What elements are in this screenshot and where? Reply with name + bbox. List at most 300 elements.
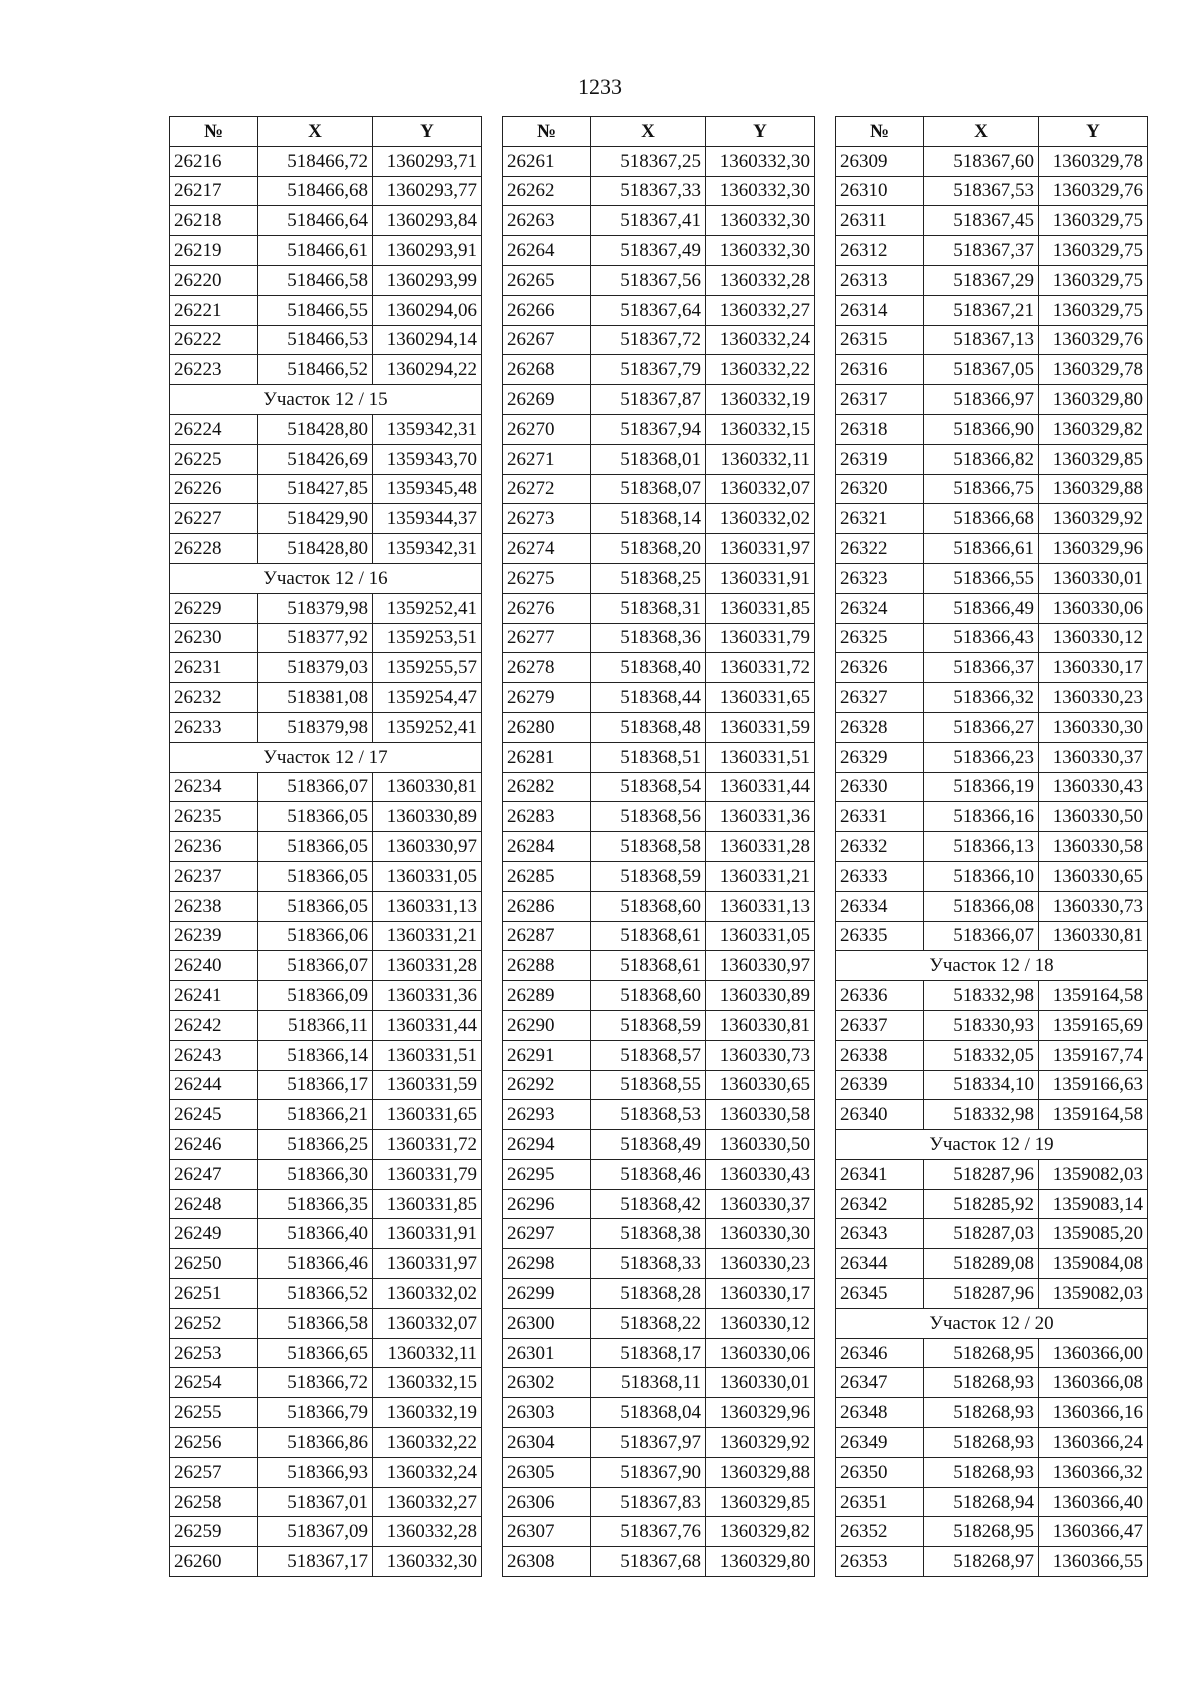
- y-coordinate-cell: 1360331,51: [706, 742, 815, 772]
- table-row: [503, 236, 815, 266]
- header-x: X: [591, 117, 706, 147]
- x-coordinate-cell: 518366,27: [924, 712, 1039, 742]
- point-number-cell: 26287: [503, 921, 591, 951]
- table-row: [503, 1070, 815, 1100]
- x-coordinate-cell: 518367,64: [591, 295, 706, 325]
- point-number-cell: 26218: [170, 206, 258, 236]
- y-coordinate-cell: 1360330,97: [706, 951, 815, 981]
- table-row: [836, 1159, 1148, 1189]
- table-row: [170, 1547, 482, 1577]
- x-coordinate-cell: 518367,09: [258, 1517, 373, 1547]
- y-coordinate-cell: 1360329,88: [1039, 474, 1148, 504]
- x-coordinate-cell: 518381,08: [258, 683, 373, 713]
- table-row: [170, 1279, 482, 1309]
- y-coordinate-cell: 1360330,58: [706, 1100, 815, 1130]
- table-row: [836, 1547, 1148, 1577]
- point-number-cell: 26235: [170, 802, 258, 832]
- x-coordinate-cell: 518287,96: [924, 1159, 1039, 1189]
- y-coordinate-cell: 1360330,43: [1039, 772, 1148, 802]
- x-coordinate-cell: 518368,60: [591, 891, 706, 921]
- table-row: [836, 653, 1148, 683]
- y-coordinate-cell: 1360330,81: [1039, 921, 1148, 951]
- point-number-cell: 26351: [836, 1487, 924, 1517]
- x-coordinate-cell: 518366,35: [258, 1189, 373, 1219]
- x-coordinate-cell: 518367,45: [924, 206, 1039, 236]
- header-number: №: [170, 117, 258, 147]
- x-coordinate-cell: 518367,87: [591, 385, 706, 415]
- x-coordinate-cell: 518427,85: [258, 474, 373, 504]
- point-number-cell: 26343: [836, 1219, 924, 1249]
- point-number-cell: 26348: [836, 1398, 924, 1428]
- y-coordinate-cell: 1360332,07: [373, 1308, 482, 1338]
- point-number-cell: 26320: [836, 474, 924, 504]
- y-coordinate-cell: 1360330,89: [706, 981, 815, 1011]
- point-number-cell: 26294: [503, 1130, 591, 1160]
- table-row: [170, 1010, 482, 1040]
- y-coordinate-cell: 1360329,75: [1039, 265, 1148, 295]
- y-coordinate-cell: 1360330,65: [706, 1070, 815, 1100]
- y-coordinate-cell: 1359345,48: [373, 474, 482, 504]
- point-number-cell: 26345: [836, 1279, 924, 1309]
- y-coordinate-cell: 1360330,50: [706, 1130, 815, 1160]
- y-coordinate-cell: 1360366,55: [1039, 1547, 1148, 1577]
- point-number-cell: 26310: [836, 176, 924, 206]
- table-row: [170, 1428, 482, 1458]
- table-row: [170, 772, 482, 802]
- y-coordinate-cell: 1360329,78: [1039, 355, 1148, 385]
- y-coordinate-cell: 1359252,41: [373, 593, 482, 623]
- x-coordinate-cell: 518332,05: [924, 1040, 1039, 1070]
- x-coordinate-cell: 518268,93: [924, 1457, 1039, 1487]
- point-number-cell: 26253: [170, 1338, 258, 1368]
- header-x: X: [258, 117, 373, 147]
- x-coordinate-cell: 518366,90: [924, 414, 1039, 444]
- x-coordinate-cell: 518367,41: [591, 206, 706, 236]
- y-coordinate-cell: 1360331,59: [706, 712, 815, 742]
- point-number-cell: 26308: [503, 1547, 591, 1577]
- x-coordinate-cell: 518285,92: [924, 1189, 1039, 1219]
- y-coordinate-cell: 1359254,47: [373, 683, 482, 713]
- y-coordinate-cell: 1360329,76: [1039, 176, 1148, 206]
- point-number-cell: 26281: [503, 742, 591, 772]
- y-coordinate-cell: 1360330,37: [706, 1189, 815, 1219]
- point-number-cell: 26325: [836, 623, 924, 653]
- section-row: [836, 1130, 1148, 1160]
- x-coordinate-cell: 518367,76: [591, 1517, 706, 1547]
- y-coordinate-cell: 1360332,11: [706, 444, 815, 474]
- header-y: Y: [1039, 117, 1148, 147]
- x-coordinate-cell: 518379,03: [258, 653, 373, 683]
- x-coordinate-cell: 518366,07: [258, 951, 373, 981]
- y-coordinate-cell: 1360332,07: [706, 474, 815, 504]
- point-number-cell: 26269: [503, 385, 591, 415]
- y-coordinate-cell: 1360331,65: [706, 683, 815, 713]
- x-coordinate-cell: 518366,09: [258, 981, 373, 1011]
- y-coordinate-cell: 1359082,03: [1039, 1159, 1148, 1189]
- y-coordinate-cell: 1360331,05: [706, 921, 815, 951]
- point-number-cell: 26219: [170, 236, 258, 266]
- point-number-cell: 26258: [170, 1487, 258, 1517]
- point-number-cell: 26270: [503, 414, 591, 444]
- x-coordinate-cell: 518429,90: [258, 504, 373, 534]
- x-coordinate-cell: 518366,61: [924, 534, 1039, 564]
- y-coordinate-cell: 1360293,77: [373, 176, 482, 206]
- x-coordinate-cell: 518367,56: [591, 265, 706, 295]
- table-row: [170, 444, 482, 474]
- y-coordinate-cell: 1360330,17: [706, 1279, 815, 1309]
- x-coordinate-cell: 518268,93: [924, 1368, 1039, 1398]
- table-row: [503, 981, 815, 1011]
- y-coordinate-cell: 1359342,31: [373, 414, 482, 444]
- x-coordinate-cell: 518368,46: [591, 1159, 706, 1189]
- point-number-cell: 26292: [503, 1070, 591, 1100]
- table-row: [503, 1159, 815, 1189]
- x-coordinate-cell: 518466,53: [258, 325, 373, 355]
- point-number-cell: 26234: [170, 772, 258, 802]
- x-coordinate-cell: 518367,01: [258, 1487, 373, 1517]
- table-row: [503, 563, 815, 593]
- point-number-cell: 26278: [503, 653, 591, 683]
- x-coordinate-cell: 518368,61: [591, 921, 706, 951]
- x-coordinate-cell: 518368,57: [591, 1040, 706, 1070]
- table-row: [836, 1100, 1148, 1130]
- page-number: 1233: [578, 74, 622, 99]
- y-coordinate-cell: 1360331,13: [373, 891, 482, 921]
- y-coordinate-cell: 1359164,58: [1039, 1100, 1148, 1130]
- y-coordinate-cell: 1360331,21: [373, 921, 482, 951]
- y-coordinate-cell: 1360330,73: [1039, 891, 1148, 921]
- y-coordinate-cell: 1360330,23: [1039, 683, 1148, 713]
- y-coordinate-cell: 1360330,01: [1039, 563, 1148, 593]
- y-coordinate-cell: 1360332,27: [373, 1487, 482, 1517]
- y-coordinate-cell: 1359082,03: [1039, 1279, 1148, 1309]
- y-coordinate-cell: 1360331,79: [706, 623, 815, 653]
- section-title: Участок 12 / 16: [170, 563, 482, 593]
- coordinates-table-3: [835, 116, 1148, 1577]
- table-row: [503, 802, 815, 832]
- table-row: [170, 1130, 482, 1160]
- point-number-cell: 26280: [503, 712, 591, 742]
- table-row: [503, 593, 815, 623]
- point-number-cell: 26236: [170, 832, 258, 862]
- point-number-cell: 26238: [170, 891, 258, 921]
- table-row: [836, 683, 1148, 713]
- table-row: [836, 1398, 1148, 1428]
- point-number-cell: 26306: [503, 1487, 591, 1517]
- table-row: [170, 1398, 482, 1428]
- coordinates-table-1: [169, 116, 482, 1577]
- y-coordinate-cell: 1360329,76: [1039, 325, 1148, 355]
- point-number-cell: 26279: [503, 683, 591, 713]
- table-row: [170, 176, 482, 206]
- x-coordinate-cell: 518289,08: [924, 1249, 1039, 1279]
- table-row: [503, 1308, 815, 1338]
- y-coordinate-cell: 1360331,05: [373, 861, 482, 891]
- point-number-cell: 26305: [503, 1457, 591, 1487]
- point-number-cell: 26332: [836, 832, 924, 862]
- point-number-cell: 26338: [836, 1040, 924, 1070]
- y-coordinate-cell: 1360331,36: [373, 981, 482, 1011]
- y-coordinate-cell: 1360293,71: [373, 146, 482, 176]
- y-coordinate-cell: 1360294,06: [373, 295, 482, 325]
- table-row: [836, 236, 1148, 266]
- point-number-cell: 26217: [170, 176, 258, 206]
- table-row: [836, 772, 1148, 802]
- table-row: [836, 981, 1148, 1011]
- x-coordinate-cell: 518367,37: [924, 236, 1039, 266]
- table-row: [836, 355, 1148, 385]
- x-coordinate-cell: 518366,16: [924, 802, 1039, 832]
- y-coordinate-cell: 1360331,65: [373, 1100, 482, 1130]
- table-row: [170, 504, 482, 534]
- point-number-cell: 26285: [503, 861, 591, 891]
- point-number-cell: 26275: [503, 563, 591, 593]
- x-coordinate-cell: 518330,93: [924, 1010, 1039, 1040]
- table-row: [170, 802, 482, 832]
- point-number-cell: 26221: [170, 295, 258, 325]
- y-coordinate-cell: 1359342,31: [373, 534, 482, 564]
- y-coordinate-cell: 1360332,28: [706, 265, 815, 295]
- point-number-cell: 26266: [503, 295, 591, 325]
- x-coordinate-cell: 518367,94: [591, 414, 706, 444]
- point-number-cell: 26291: [503, 1040, 591, 1070]
- table-row: [170, 653, 482, 683]
- point-number-cell: 26254: [170, 1368, 258, 1398]
- table-row: [503, 683, 815, 713]
- table-row: [836, 1010, 1148, 1040]
- y-coordinate-cell: 1360366,40: [1039, 1487, 1148, 1517]
- table-row: [836, 1040, 1148, 1070]
- x-coordinate-cell: 518366,72: [258, 1368, 373, 1398]
- table-row: [170, 414, 482, 444]
- x-coordinate-cell: 518367,60: [924, 146, 1039, 176]
- table-row: [170, 325, 482, 355]
- point-number-cell: 26259: [170, 1517, 258, 1547]
- point-number-cell: 26230: [170, 623, 258, 653]
- y-coordinate-cell: 1360332,30: [706, 236, 815, 266]
- point-number-cell: 26347: [836, 1368, 924, 1398]
- x-coordinate-cell: 518268,95: [924, 1517, 1039, 1547]
- table-row: [836, 1338, 1148, 1368]
- y-coordinate-cell: 1360332,24: [373, 1457, 482, 1487]
- x-coordinate-cell: 518368,20: [591, 534, 706, 564]
- table-row: [503, 1130, 815, 1160]
- x-coordinate-cell: 518368,61: [591, 951, 706, 981]
- x-coordinate-cell: 518368,59: [591, 861, 706, 891]
- point-number-cell: 26296: [503, 1189, 591, 1219]
- y-coordinate-cell: 1359344,37: [373, 504, 482, 534]
- point-number-cell: 26249: [170, 1219, 258, 1249]
- table-row: [836, 1249, 1148, 1279]
- point-number-cell: 26341: [836, 1159, 924, 1189]
- table-row: [836, 206, 1148, 236]
- x-coordinate-cell: 518366,07: [924, 921, 1039, 951]
- y-coordinate-cell: 1360331,72: [373, 1130, 482, 1160]
- x-coordinate-cell: 518366,43: [924, 623, 1039, 653]
- y-coordinate-cell: 1359166,63: [1039, 1070, 1148, 1100]
- point-number-cell: 26324: [836, 593, 924, 623]
- point-number-cell: 26255: [170, 1398, 258, 1428]
- x-coordinate-cell: 518466,58: [258, 265, 373, 295]
- y-coordinate-cell: 1360366,08: [1039, 1368, 1148, 1398]
- point-number-cell: 26267: [503, 325, 591, 355]
- point-number-cell: 26241: [170, 981, 258, 1011]
- table-row: [503, 951, 815, 981]
- point-number-cell: 26299: [503, 1279, 591, 1309]
- point-number-cell: 26223: [170, 355, 258, 385]
- table-row: [170, 951, 482, 981]
- table-row: [836, 295, 1148, 325]
- y-coordinate-cell: 1360331,72: [706, 653, 815, 683]
- x-coordinate-cell: 518368,53: [591, 1100, 706, 1130]
- point-number-cell: 26245: [170, 1100, 258, 1130]
- table-row: [836, 563, 1148, 593]
- point-number-cell: 26349: [836, 1428, 924, 1458]
- point-number-cell: 26224: [170, 414, 258, 444]
- point-number-cell: 26274: [503, 534, 591, 564]
- point-number-cell: 26317: [836, 385, 924, 415]
- x-coordinate-cell: 518366,75: [924, 474, 1039, 504]
- coordinates-table-2: [502, 116, 815, 1577]
- x-coordinate-cell: 518368,60: [591, 981, 706, 1011]
- x-coordinate-cell: 518428,80: [258, 534, 373, 564]
- table-row: [503, 355, 815, 385]
- x-coordinate-cell: 518287,03: [924, 1219, 1039, 1249]
- y-coordinate-cell: 1360331,59: [373, 1070, 482, 1100]
- section-row: [170, 563, 482, 593]
- y-coordinate-cell: 1360332,27: [706, 295, 815, 325]
- x-coordinate-cell: 518368,28: [591, 1279, 706, 1309]
- point-number-cell: 26286: [503, 891, 591, 921]
- y-coordinate-cell: 1360332,30: [706, 206, 815, 236]
- x-coordinate-cell: 518368,44: [591, 683, 706, 713]
- point-number-cell: 26284: [503, 832, 591, 862]
- y-coordinate-cell: 1360329,85: [706, 1487, 815, 1517]
- x-coordinate-cell: 518367,05: [924, 355, 1039, 385]
- table-row: [503, 712, 815, 742]
- x-coordinate-cell: 518368,07: [591, 474, 706, 504]
- x-coordinate-cell: 518366,46: [258, 1249, 373, 1279]
- table-row: [170, 1159, 482, 1189]
- table-row: [503, 1040, 815, 1070]
- point-number-cell: 26321: [836, 504, 924, 534]
- y-coordinate-cell: 1360293,84: [373, 206, 482, 236]
- point-number-cell: 26256: [170, 1428, 258, 1458]
- x-coordinate-cell: 518368,22: [591, 1308, 706, 1338]
- point-number-cell: 26246: [170, 1130, 258, 1160]
- y-coordinate-cell: 1360330,12: [1039, 623, 1148, 653]
- x-coordinate-cell: 518366,49: [924, 593, 1039, 623]
- point-number-cell: 26319: [836, 444, 924, 474]
- y-coordinate-cell: 1360329,88: [706, 1457, 815, 1487]
- y-coordinate-cell: 1360329,82: [706, 1517, 815, 1547]
- point-number-cell: 26331: [836, 802, 924, 832]
- point-number-cell: 26247: [170, 1159, 258, 1189]
- x-coordinate-cell: 518366,11: [258, 1010, 373, 1040]
- table-row: [503, 444, 815, 474]
- y-coordinate-cell: 1360329,96: [1039, 534, 1148, 564]
- section-title: Участок 12 / 18: [836, 951, 1148, 981]
- section-row: [170, 742, 482, 772]
- y-coordinate-cell: 1360329,92: [706, 1428, 815, 1458]
- table-row: [170, 1189, 482, 1219]
- table-row: [503, 474, 815, 504]
- y-coordinate-cell: 1360331,97: [706, 534, 815, 564]
- point-number-cell: 26323: [836, 563, 924, 593]
- x-coordinate-cell: 518366,19: [924, 772, 1039, 802]
- point-number-cell: 26352: [836, 1517, 924, 1547]
- point-number-cell: 26251: [170, 1279, 258, 1309]
- x-coordinate-cell: 518368,01: [591, 444, 706, 474]
- point-number-cell: 26261: [503, 146, 591, 176]
- table-row: [836, 504, 1148, 534]
- point-number-cell: 26237: [170, 861, 258, 891]
- point-number-cell: 26311: [836, 206, 924, 236]
- y-coordinate-cell: 1360332,30: [706, 146, 815, 176]
- header-number: №: [836, 117, 924, 147]
- y-coordinate-cell: 1360331,85: [706, 593, 815, 623]
- point-number-cell: 26353: [836, 1547, 924, 1577]
- y-coordinate-cell: 1360329,85: [1039, 444, 1148, 474]
- table-row: [836, 1517, 1148, 1547]
- table-row: [170, 832, 482, 862]
- y-coordinate-cell: 1360294,14: [373, 325, 482, 355]
- table-row: [170, 1070, 482, 1100]
- y-coordinate-cell: 1360366,47: [1039, 1517, 1148, 1547]
- y-coordinate-cell: 1360330,37: [1039, 742, 1148, 772]
- x-coordinate-cell: 518366,32: [924, 683, 1039, 713]
- table-row: [170, 474, 482, 504]
- y-coordinate-cell: 1360329,75: [1039, 236, 1148, 266]
- point-number-cell: 26231: [170, 653, 258, 683]
- table-row: [170, 1040, 482, 1070]
- x-coordinate-cell: 518426,69: [258, 444, 373, 474]
- y-coordinate-cell: 1359084,08: [1039, 1249, 1148, 1279]
- x-coordinate-cell: 518367,33: [591, 176, 706, 206]
- header-x: X: [924, 117, 1039, 147]
- x-coordinate-cell: 518368,31: [591, 593, 706, 623]
- table-row: [836, 802, 1148, 832]
- x-coordinate-cell: 518366,79: [258, 1398, 373, 1428]
- x-coordinate-cell: 518287,96: [924, 1279, 1039, 1309]
- y-coordinate-cell: 1360331,79: [373, 1159, 482, 1189]
- y-coordinate-cell: 1359083,14: [1039, 1189, 1148, 1219]
- y-coordinate-cell: 1360329,80: [1039, 385, 1148, 415]
- x-coordinate-cell: 518368,36: [591, 623, 706, 653]
- table-row: [836, 325, 1148, 355]
- x-coordinate-cell: 518366,55: [924, 563, 1039, 593]
- table-row: [836, 385, 1148, 415]
- table-row: [170, 712, 482, 742]
- point-number-cell: 26318: [836, 414, 924, 444]
- table-row: [503, 1428, 815, 1458]
- x-coordinate-cell: 518268,95: [924, 1338, 1039, 1368]
- point-number-cell: 26244: [170, 1070, 258, 1100]
- point-number-cell: 26250: [170, 1249, 258, 1279]
- point-number-cell: 26313: [836, 265, 924, 295]
- x-coordinate-cell: 518367,72: [591, 325, 706, 355]
- x-coordinate-cell: 518466,61: [258, 236, 373, 266]
- table-row: [836, 712, 1148, 742]
- x-coordinate-cell: 518366,08: [924, 891, 1039, 921]
- table-row: [836, 1428, 1148, 1458]
- table-row: [170, 861, 482, 891]
- table-row: [836, 176, 1148, 206]
- table-row: [503, 772, 815, 802]
- x-coordinate-cell: 518466,64: [258, 206, 373, 236]
- x-coordinate-cell: 518367,68: [591, 1547, 706, 1577]
- y-coordinate-cell: 1360330,12: [706, 1308, 815, 1338]
